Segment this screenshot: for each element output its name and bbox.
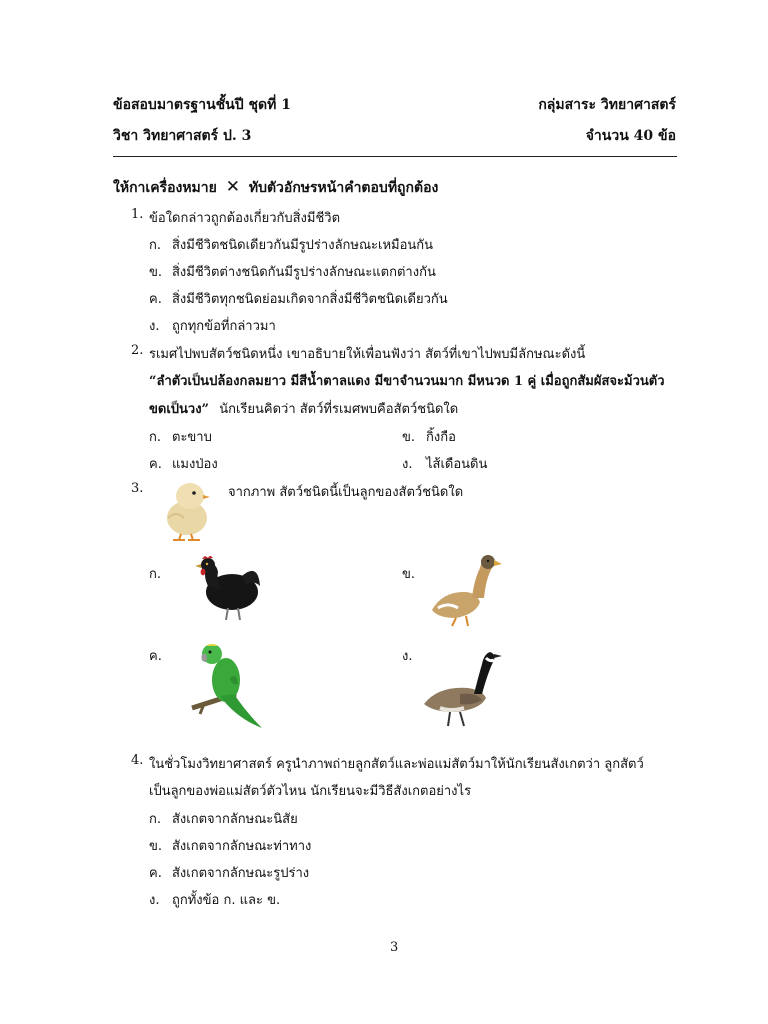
q2-quote-line2: [149, 398, 458, 419]
q1-option-text: ถูกทุกข้อที่กล่าวมา: [172, 319, 276, 334]
q2-text: รเมศไปพบสัตว์ชนิดหนึ่ง เขาอธิบายให้เพื่อนฟังว่า สัตว์ที่เขาไปพบมีลักษณะดังนี้: [149, 347, 586, 362]
q2-option-text: แมงป่อง: [172, 457, 218, 472]
q4-option-text: สังเกตจากลักษณะรูปร่าง: [172, 866, 310, 881]
header-subject-group: กลุ่มสาระ วิทยาศาสตร์: [538, 97, 676, 113]
q4-number: 4.: [131, 753, 144, 768]
q3-option-label: ค.: [149, 649, 162, 664]
header-divider: [113, 156, 677, 157]
q3-option-label: ข.: [402, 567, 416, 582]
instruction-before: ให้กาเครื่องหมาย: [113, 180, 217, 196]
q4-option-text: สังเกตจากลักษณะนิสัย: [172, 812, 298, 827]
q4-text-cont: เป็นลูกของพ่อแม่สัตว์ตัวไหน นักเรียนจะมีวิธีสังเกตอย่างไร: [149, 784, 472, 799]
q4-option-label: ข.: [149, 839, 163, 854]
q4-option-text: ถูกทั้งข้อ ก. และ ข.: [172, 893, 281, 908]
q2-question: นักเรียนคิดว่า สัตว์ที่รเมศพบคือสัตว์ชนิดใด: [219, 402, 459, 417]
cross-mark-icon: ✕: [225, 177, 240, 197]
q2-quote-line1: “ลำตัวเป็นปล้องกลมยาว มีสีน้ำตาลแดง มีขาจำนวนมาก มีหนวด 1 คู่ เมื่อถูกสัมผัสจะม้วนตัว: [149, 374, 665, 389]
q1-option-label: ค.: [149, 292, 162, 307]
q1-option-text: สิ่งมีชีวิตชนิดเดียวกันมีรูปร่างลักษณะเหมือนกัน: [172, 238, 434, 253]
q1-text: ข้อใดกล่าวถูกต้องเกี่ยวกับสิ่งมีชีวิต: [149, 211, 341, 226]
q2-option-label: ก.: [149, 430, 162, 445]
q1-option-label: ก.: [149, 238, 162, 253]
header-course: วิชา วิทยาศาสตร์ ป. 3: [113, 128, 252, 144]
chick-image: [160, 476, 216, 544]
q2-option-text: ไส้เดือนดิน: [426, 457, 488, 472]
q3-text: จากภาพ สัตว์ชนิดนี้เป็นลูกของสัตว์ชนิดใด: [228, 485, 464, 500]
q2-quote-end: ขดเป็นวง”: [149, 402, 210, 417]
q1-number: 1.: [131, 207, 144, 222]
q1-option-label: ง.: [149, 319, 160, 334]
q2-option-label: ง.: [402, 457, 413, 472]
header-question-count: จำนวน 40 ข้อ: [585, 128, 676, 144]
q3-number: 3.: [131, 481, 144, 496]
duck-image: [422, 548, 502, 628]
instruction: [113, 177, 438, 199]
hen-icon: [188, 550, 266, 626]
q4-option-text: สังเกตจากลักษณะท่าทาง: [172, 839, 312, 854]
goose-icon: [420, 650, 504, 730]
q1-option-label: ข.: [149, 265, 163, 280]
q4-option-label: ก.: [149, 812, 162, 827]
parrot-image: [190, 642, 272, 730]
q2-option-text: ตะขาบ: [172, 430, 212, 445]
parrot-icon: [190, 642, 272, 730]
goose-image: [420, 650, 504, 730]
q2-option-label: ค.: [149, 457, 162, 472]
q3-option-label: ง.: [402, 649, 413, 664]
header-exam-title: ข้อสอบมาตรฐานชั้นปี ชุดที่ 1: [113, 97, 291, 113]
duck-icon: [422, 548, 502, 628]
hen-image: [188, 550, 266, 626]
q2-number: 2.: [131, 343, 144, 358]
page-number: 3: [390, 940, 399, 955]
q1-option-text: สิ่งมีชีวิตทุกชนิดย่อมเกิดจากสิ่งมีชีวิตชนิดเดียวกัน: [172, 292, 448, 307]
chick-icon: [160, 476, 216, 544]
q2-option-label: ข.: [402, 430, 416, 445]
q4-text: ในชั่วโมงวิทยาศาสตร์ ครูนำภาพถ่ายลูกสัตว์และพ่อแม่สัตว์มาให้นักเรียนสังเกตว่า ลูกสัตว์: [149, 757, 644, 772]
instruction-after: ทับตัวอักษรหน้าคำตอบที่ถูกต้อง: [248, 180, 439, 196]
q3-option-label: ก.: [149, 567, 162, 582]
q1-option-text: สิ่งมีชีวิตต่างชนิดกันมีรูปร่างลักษณะแตกต่างกัน: [172, 265, 436, 280]
q2-option-text: กิ้งกือ: [426, 430, 456, 445]
q4-option-label: ค.: [149, 866, 162, 881]
q4-option-label: ง.: [149, 893, 160, 908]
